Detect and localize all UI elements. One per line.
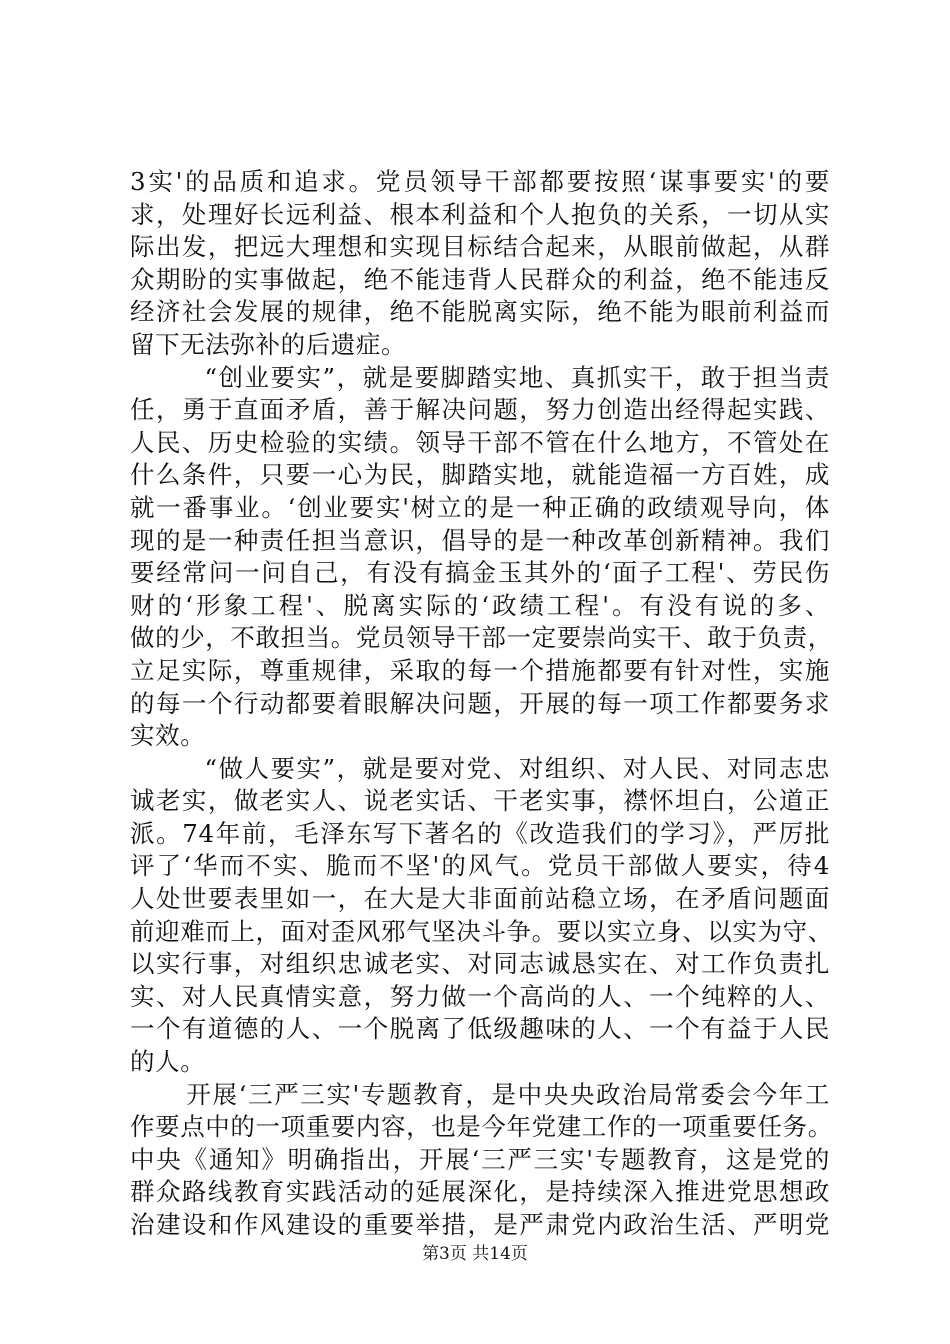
text-line: 中央《通知》明确指出，开展‘三严三实'专题教育，这是党的 [130, 1144, 830, 1174]
text-line: 任，勇于直面矛盾，善于解决问题，努力创造出经得起实践、 [130, 395, 830, 425]
text-line: 现的是一种责任担当意识，倡导的是一种改革创新精神。我们 [130, 525, 830, 555]
text-line: 诚老实，做老实人、说老实话、干老实事，襟怀坦白，公道正 [130, 786, 830, 816]
text-line: 开展‘三严三实'专题教育，是中央央政治局常委会今年工 [130, 1079, 830, 1109]
text-line: 派。74年前，毛泽东写下著名的《改造我们的学习》，严厉批 [130, 818, 830, 848]
text-line: 以实行事，对组织忠诚老实、对同志诚恳实在、对工作负责扎 [130, 949, 830, 979]
text-line: 实效。 [130, 721, 206, 751]
text-line: 的每一个行动都要着眼解决问题，开展的每一项工作都要务求 [130, 688, 830, 718]
text-line: 做的少，不敢担当。党员领导干部一定要崇尚实干、敢于负责， [130, 623, 833, 653]
text-line: 众期盼的实事做起，绝不能违背人民群众的利益，绝不能违反 [130, 264, 830, 294]
text-line: 前迎难而上，面对歪风邪气坚决斗争。要以实立身、以实为守、 [130, 916, 833, 946]
text-line: 人处世要表里如一，在大是大非面前站稳立场，在矛盾问题面 [130, 884, 830, 914]
text-line: 就一番事业。‘创业要实'树立的是一种正确的政绩观导向，体 [130, 492, 830, 522]
text-line: 什么条件，只要一心为民，脚踏实地，就能造福一方百姓，成 [130, 460, 830, 490]
text-line: 立足实际，尊重规律，采取的每一个措施都要有针对性，实施 [130, 655, 830, 685]
text-line: 一个有道德的人、一个脱离了低级趣味的人、一个有益于人民 [130, 1014, 830, 1044]
text-line: 财的‘形象工程'、脱离实际的‘政绩工程'。有没有说的多、 [130, 590, 830, 620]
text-line: “创业要实”，就是要脚踏实地、真抓实干，敢于担当责 [130, 362, 830, 392]
text-line: 人民、历史检验的实绩。领导干部不管在什么地方，不管处在 [130, 427, 830, 457]
text-line: 作要点中的一项重要内容，也是今年党建工作的一项重要任务。 [130, 1112, 833, 1142]
document-body [130, 166, 833, 1242]
text-line: 的人。 [130, 1047, 206, 1077]
text-line: 实、对人民真情实意，努力做一个高尚的人、一个纯粹的人、 [130, 981, 830, 1011]
text-line: 留下无法弥补的后遗症。 [130, 329, 407, 359]
text-line: 群众路线教育实践活动的延展深化，是持续深入推进党思想政 [130, 1177, 830, 1207]
text-line: 际出发，把远大理想和实现目标结合起来，从眼前做起，从群 [130, 232, 830, 262]
text-line: “做人要实”，就是要对党、对组织、对人民、对同志忠 [130, 753, 830, 783]
text-line: 3实'的品质和追求。党员领导干部都要按照‘谋事要实'的要 [130, 167, 830, 196]
text-line: 求，处理好长远利益、根本利益和个人抱负的关系，一切从实 [130, 199, 830, 229]
text-line: 要经常问一问自己，有没有搞金玉其外的‘面子工程'、劳民伤 [130, 558, 830, 588]
page-footer: 第3页 共14页 [422, 1244, 528, 1264]
text-line: 治建设和作风建设的重要举措，是严肃党内政治生活、严明党 [130, 1210, 830, 1239]
text-line: 评了‘华而不实、脆而不坚'的风气。党员干部做人要实，待4 [130, 851, 830, 881]
text-line: 经济社会发展的规律，绝不能脱离实际，绝不能为眼前利益而 [130, 297, 830, 327]
